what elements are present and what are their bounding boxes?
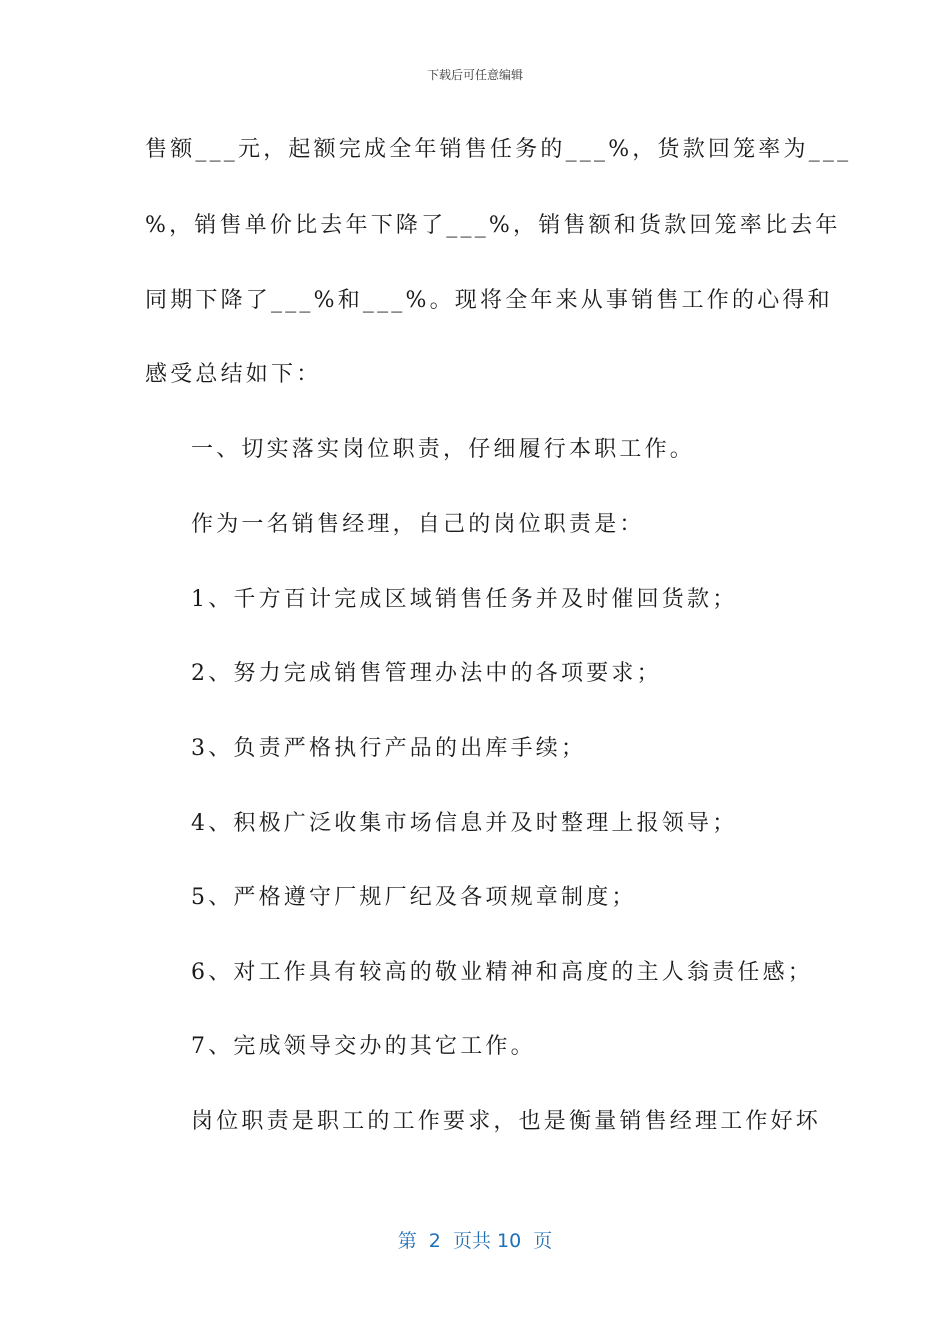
paragraph-line: 作为一名销售经理，自己的岗位职责是：	[191, 512, 645, 537]
page-header: 下载后可任意编辑	[426, 68, 523, 82]
list-item: 7、完成领导交办的其它工作。	[191, 1034, 536, 1059]
list-item: 1、千方百计完成区域销售任务并及时催回货款；	[191, 587, 738, 612]
list-item: 2、努力完成销售管理办法中的各项要求；	[191, 661, 662, 686]
list-item: 6、对工作具有较高的敬业精神和高度的主人翁责任感；	[191, 960, 813, 985]
list-item: 5、严格遵守厂规厂纪及各项规章制度；	[191, 885, 637, 910]
section-heading: 一、切实落实岗位职责，仔细履行本职工作。	[191, 437, 696, 462]
list-item: 4、积极广泛收集市场信息并及时整理上报领导；	[191, 811, 738, 836]
paragraph-line: 岗位职责是职工的工作要求，也是衡量销售经理工作好坏	[191, 1109, 822, 1134]
page-number-footer: 第 2 页共 10 页	[397, 1230, 553, 1252]
paragraph-line: 售额___元，起额完成全年销售任务的___%，货款回笼率为___	[145, 137, 852, 162]
list-item: 3、负责严格执行产品的出库手续；	[191, 736, 587, 761]
paragraph-line: %，销售单价比去年下降了___%，销售额和货款回笼率比去年	[145, 213, 841, 238]
paragraph-line: 感受总结如下：	[145, 362, 322, 387]
paragraph-line: 同期下降了___%和___%。现将全年来从事销售工作的心得和	[145, 288, 833, 313]
